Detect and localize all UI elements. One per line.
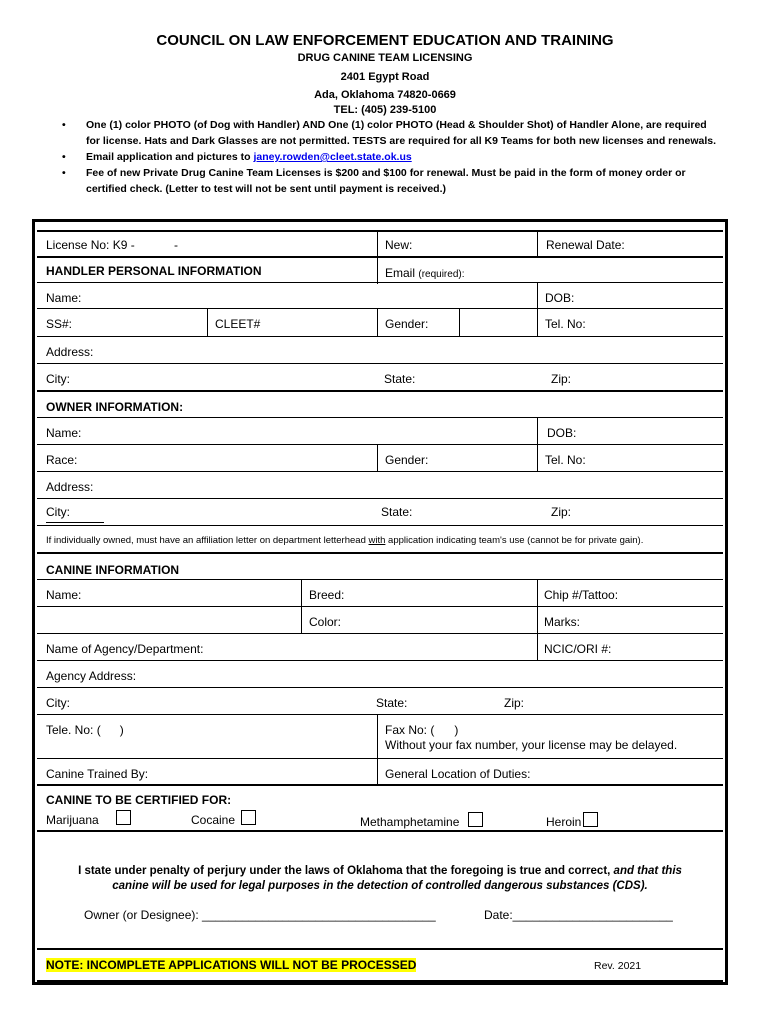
agency-city-row [37, 687, 723, 715]
owner-heading-row [37, 390, 723, 419]
email-link[interactable]: janey.rowden@cleet.state.ok.us [253, 151, 412, 163]
instruction-email [60, 149, 720, 165]
tele-label [46, 723, 124, 737]
canine-name-label: Name: [46, 588, 82, 602]
tele-close: ) [119, 723, 124, 737]
owner-race-label: Race: [46, 453, 78, 467]
cleet-label: CLEET# [215, 317, 261, 331]
owner-address-row [37, 471, 723, 499]
location-label: General Location of Duties: [385, 767, 531, 781]
agency-name-label: Name of Agency/Department: [46, 642, 204, 656]
canine-color-row [37, 606, 723, 634]
meth-checkbox[interactable] [468, 812, 483, 827]
certified-heading: CANINE TO BE CERTIFIED FOR: [46, 793, 232, 807]
email-label-text: Email [385, 266, 416, 280]
instruction-fee: • Fee of new Private Drug Canine Team Licenses is $200 and $100 for renewal. Must be paid in the form of money order or certified check. (Letter to test will not be sent until payment is received.) [60, 165, 720, 197]
attestation-row [37, 830, 723, 948]
agency-city-label: City: [46, 696, 70, 710]
handler-name-label: Name: [46, 291, 82, 305]
handler-tel-label: Tel. No: [545, 317, 586, 331]
agency-row [37, 633, 723, 661]
owner-heading: OWNER INFORMATION: [46, 400, 184, 414]
marks-label: Marks: [544, 615, 580, 629]
marijuana-label: Marijuana [46, 813, 99, 827]
handler-address-row [37, 336, 723, 364]
license-dash: - [174, 238, 178, 252]
owner-gender-label: Gender: [385, 453, 429, 467]
owner-dob-label: DOB: [547, 426, 577, 440]
agency-phone: TEL: (405) 239-5100 [333, 104, 437, 116]
handler-heading-row [37, 256, 723, 284]
affiliation-note-post: application indicating team's use (cannot be for private gain). [385, 535, 644, 546]
form-subtitle: DRUG CANINE TEAM LICENSING [297, 52, 473, 64]
perjury-italic-1: and that this [613, 865, 682, 877]
agency-street: 2401 Egypt Road [340, 71, 430, 83]
handler-state-label: State: [384, 372, 416, 386]
handler-city-label: City: [46, 372, 70, 386]
revision-label: Rev. 2021 [594, 960, 642, 972]
owner-name-label: Name: [46, 426, 82, 440]
affiliation-note-pre: If individually owned, must have an affiliation letter on department letterhead [46, 535, 369, 546]
ncic-label: NCIC/ORI #: [544, 642, 612, 656]
instruction-photos: • One (1) color PHOTO (of Dog with Handler) AND One (1) color PHOTO (Head & Shoulder Shot) of Handler Alone, are required for license. Hats and Dark Glasses are not permitted. TESTS are required for all K9 Teams for both new licenses and renewals. [60, 117, 720, 149]
canine-heading: CANINE INFORMATION [46, 563, 180, 577]
owner-city-row [37, 498, 723, 526]
fax-label-text: Fax No: ( [385, 723, 435, 737]
tele-label-text: Tele. No: ( [46, 723, 101, 737]
handler-dob-label: DOB: [545, 291, 575, 305]
phone-fax-row [37, 714, 723, 759]
heroin-label: Heroin [546, 815, 582, 829]
color-label: Color: [309, 615, 342, 629]
owner-tel-label: Tel. No: [545, 453, 586, 467]
agency-state-label: State: [376, 696, 408, 710]
heroin-checkbox[interactable] [583, 812, 598, 827]
email-required: (required): [418, 269, 465, 280]
marijuana-checkbox[interactable] [116, 810, 131, 825]
canine-name-row [37, 579, 723, 607]
heroin-option[interactable] [546, 812, 598, 829]
certification-row [37, 784, 723, 832]
affiliation-note-with: with [368, 535, 386, 546]
owner-zip-label: Zip: [551, 505, 572, 519]
fax-label [385, 723, 458, 737]
new-label: New: [385, 238, 413, 252]
handler-zip-label: Zip: [551, 372, 572, 386]
breed-label: Breed: [309, 588, 345, 602]
handler-id-row [37, 308, 723, 337]
cocaine-option[interactable] [191, 810, 256, 827]
handler-name-row [37, 282, 723, 309]
renewal-date-label: Renewal Date: [546, 238, 625, 252]
cocaine-label: Cocaine [191, 813, 236, 827]
agency-zip-label: Zip: [504, 696, 525, 710]
handler-city-row [37, 363, 723, 391]
affiliation-note [46, 535, 643, 546]
handler-gender-label: Gender: [385, 317, 429, 331]
license-row [37, 230, 723, 256]
meth-option[interactable] [360, 812, 483, 829]
handler-heading: HANDLER PERSONAL INFORMATION [46, 264, 262, 278]
owner-city-label: City: [46, 505, 70, 519]
owner-address-label: Address: [46, 480, 94, 494]
canine-heading-row [37, 552, 723, 581]
application-form [32, 219, 728, 985]
perjury-normal: I state under penalty of perjury under the laws of Oklahoma that the foregoing is true and correct, [78, 865, 614, 877]
form-title: COUNCIL ON LAW ENFORCEMENT EDUCATION AND TRAINING [156, 32, 614, 49]
owner-state-label: State: [381, 505, 413, 519]
instructions-list [60, 117, 720, 197]
fax-note: Without your fax number, your license may be delayed. [385, 738, 678, 752]
cocaine-checkbox[interactable] [241, 810, 256, 825]
ss-label: SS#: [46, 317, 73, 331]
owner-race-row [37, 444, 723, 472]
meth-label: Methamphetamine [360, 815, 460, 829]
owner-name-row [37, 417, 723, 445]
trained-by-label: Canine Trained By: [46, 767, 149, 781]
license-no-label: License No: K9 - [46, 238, 135, 252]
chip-label: Chip #/Tattoo: [544, 588, 619, 602]
owner-signature-line[interactable]: Owner (or Designee): ___________________________________ [84, 908, 436, 922]
marijuana-option[interactable] [46, 810, 131, 827]
fax-close: ) [454, 723, 459, 737]
trained-row [37, 758, 723, 785]
perjury-italic-2: canine will be used for legal purposes in the detection of controlled dangerous substances (CDS). [112, 880, 648, 892]
agency-city: Ada, Oklahoma 74820-0669 [314, 89, 456, 101]
date-signature-line[interactable]: Date:________________________ [484, 908, 673, 922]
instruction-email-text: Email application and pictures to [86, 151, 254, 163]
note-row [37, 948, 723, 982]
affiliation-note-row [37, 525, 723, 553]
agency-address-row [37, 660, 723, 688]
handler-address-label: Address: [46, 345, 94, 359]
agency-address-label: Agency Address: [46, 669, 137, 683]
perjury-statement [37, 864, 723, 894]
email-label [385, 266, 465, 280]
incomplete-note: NOTE: INCOMPLETE APPLICATIONS WILL NOT BE PROCESSED [46, 958, 417, 972]
